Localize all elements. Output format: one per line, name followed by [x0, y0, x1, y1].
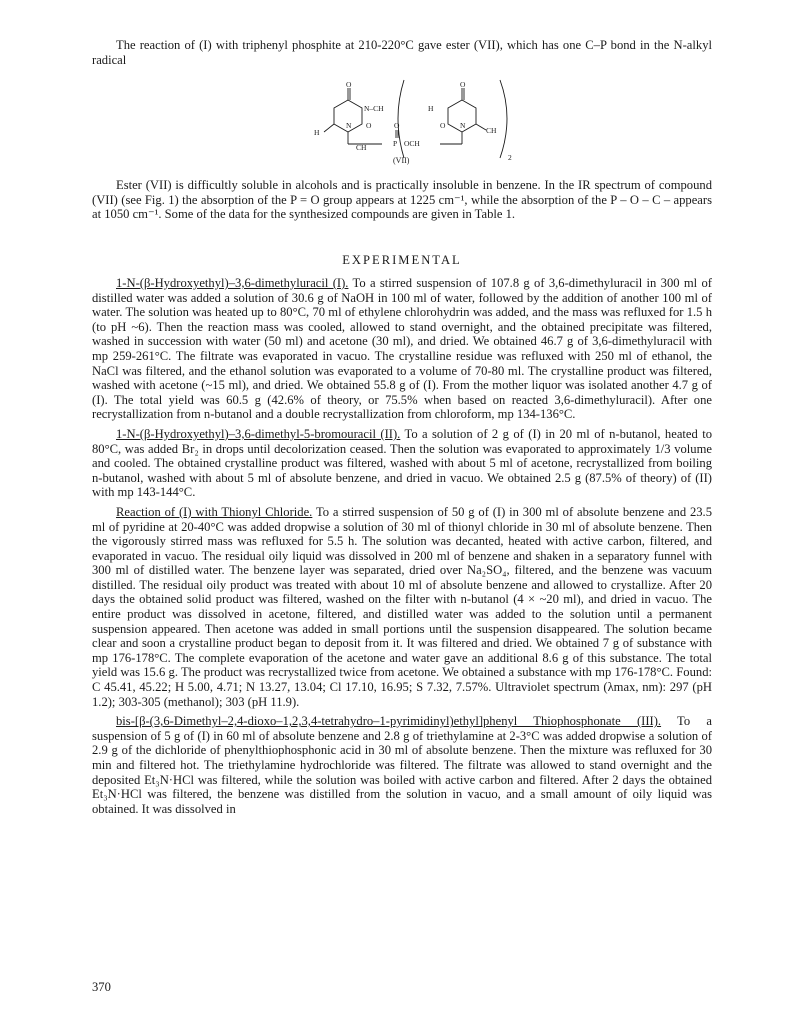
exp-p2-text: To a solution of 2 g of (I) in 20 ml of n-butanol, heated to 80°C, was added Br₂ in drops until decolorization ceased. Then the solution was evaporated to approximately 1/3 volume and cooled. The obtained crystalline product was filtered, washed with about 5 ml of acetone, recrystallized from boiling n-butanol, washed with about 5 ml of absolute benzene, and dried in vacuo. We obtained 2.5 g (87.5% of theory) of (II) with mp 143-144°C. — [92, 426, 712, 500]
structure-label: (VII) — [393, 156, 410, 165]
atom-p: P — [393, 139, 398, 148]
exp-p3-heading: Reaction of (I) with Thionyl Chloride. — [116, 504, 313, 519]
exp-p4-heading: bis-[β-(3,6-Dimethyl–2,4-dioxo–1,2,3,4-tetrahydro–1-pyrimidinyl)ethyl]phenyl Thiophosphonate (III). — [116, 714, 662, 729]
exp-paragraph-2 — [92, 427, 712, 500]
atom-h3c-n-right: H — [428, 104, 434, 113]
exp-paragraph-4 — [92, 714, 712, 816]
multiplier-2: 2 — [508, 153, 512, 162]
exp-p4-text: To a suspension of 5 g of (I) in 60 ml of absolute benzene and 2.8 g of triethylamine at 2-3°C was added dropwise a solution of 2.9 g of the dichloride of phenylthiophosphonic acid in 30 ml of absolute benzene. Then the mixture was refluxed for 30 min and filtered hot. The triethylamine hydrochloride was filtered. The filtrate was allowed to stand overnight and the deposited Et₃N·HCl was filtered, while the solution was boiled with active carbon and filtered. After 2 days the obtained Et₃N·HCl was filtered, the benzene was distilled from the solution in vacuo, and a small amount of oily liquid was obtained. It was dissolved in — [92, 714, 712, 816]
atom-n-left-bottom: N — [346, 121, 352, 130]
exp-p2-heading: 1-N-(β-Hydroxyethyl)–3,6-dimethyl-5-bromouracil (II). — [116, 426, 401, 441]
atom-n-ch3-left: N–CH — [364, 104, 384, 113]
exp-p1-heading: 1-N-(β-Hydroxyethyl)–3,6-dimethyluracil (I). — [116, 276, 349, 290]
experimental-body — [92, 276, 712, 816]
atom-o-p: O — [394, 121, 400, 130]
intro-paragraph-1: The reaction of (I) with triphenyl phosphite at 210-220°C gave ester (VII), which has one C–P bond in the N-alkyl radical — [92, 38, 712, 67]
intro-block-2 — [92, 178, 712, 222]
atom-o-right-top: O — [460, 80, 466, 89]
atom-h3c-left: H — [314, 128, 320, 137]
exp-p3-text: To a stirred suspension of 50 g of (I) in 300 ml of absolute benzene and 23.5 ml of pyridine at 20-40°C was added dropwise a solution of 30 ml of thionyl chloride in 30 ml of absolute benzene. Then the vigorously stirred mass was refluxed for 5.5 h. The solution was decanted, heated with active carbon, filtered, and evaporated in vacuo. The residual oily liquid was dissolved in 200 ml of benzene and shaken in a separatory funnel with 300 ml of distilled water. The benzene layer was separated, dried over Na₂SO₄, filtered, and the benzene was vacuum distilled. The residual oily product was treated with about 10 ml of absolute benzene and allowed to crystallize. After 20 days the obtained solid product was filtered, washed on the filter with n-butanol (4 × ~20 ml), and dried in vacuo. The entire product was dissolved in acetone, filtered, and distilled water was added to the solution until a permanent suspension appeared. Then acetone was added in small portions until the suspension disappeared. The solution became clear and soon a crystalline product began to deposit from it. It was filtered and dried. We obtained 7 g of substance with mp 176-178°C. The complete evaporation of the acetone and water gave an additional 8.6 g of this substance. The total yield was 15.6 g. The product was recrystallized twice from acetone. We obtained a substance with mp 176-178°C. Found: C 45.41, 45.22; H 5.00, 4.71; N 13.27, 13.04; Cl 17.10, 16.95; S 7.32, 7.57%. Ultraviolet spectrum (λmax, nm): 297 (pH 1.2); 303-305 (methanol); 303 (pH 11.9). — [92, 504, 712, 709]
atom-ch3-right: CH — [486, 126, 497, 135]
intro-paragraph-2: Ester (VII) is difficultly soluble in alcohols and is practically insoluble in benzene. In the IR spectrum of compound (VII) (see Fig. 1) the absorption of the P = O group appears at 1225 cm⁻¹, while the absorption of the P – O – C – appears at 1050 cm⁻¹. Some of the data for the synthesized compounds are given in Table 1. — [92, 178, 712, 222]
page-number: 370 — [92, 980, 111, 994]
atom-ch2ch2-left: CH — [356, 143, 367, 152]
atom-o-left-bottom: O — [366, 121, 372, 130]
chemical-structure-vii — [300, 78, 520, 168]
intro-block — [92, 38, 712, 67]
atom-o-top-left: O — [346, 80, 352, 89]
atom-och2ch2: OCH — [404, 139, 420, 148]
atom-n-right-bottom: N — [460, 121, 466, 130]
exp-paragraph-3 — [92, 505, 712, 709]
section-title-experimental: EXPERIMENTAL — [342, 253, 462, 267]
exp-p1-text: To a stirred suspension of 107.8 g of 3,6-dimethyluracil in 300 ml of distilled water was added a solution of 30.6 g of NaOH in 100 ml of water, followed by the addition of another 100 ml of water. The solution was heated up to 80°C, 70 ml of ethylene chlorohydrin was added, and the mass was refluxed for 1.5 h (to pH ~6). Then the reaction mass was cooled, allowed to stand overnight, and the obtained precipitate was filtered, washed in succession with water (50 ml) and acetone (30 ml), and dried. We obtained 46.7 g of 3,6-dimethyluracil with mp 259-261°C. The filtrate was evaporated in vacuo. The crystalline residue was refluxed with 250 ml of ethanol, the NaCl was filtered, and the ethanol solution was evaporated to a volume of 70-80 ml. The crystalline product was filtered, washed with acetone (~15 ml), and dried. We obtained 55.8 g of (I). From the mother liquor was isolated another 4.7 g of (I). The total yield was 60.5 g (42.6% of theory, or 75.5% when based on reacted 3,6-dimethyluracil). After one recrystallization from n-butanol and a double recrystallization from chloroform, mp 134-136°C. — [92, 276, 712, 422]
exp-paragraph-1 — [92, 276, 712, 422]
atom-o-right-bottom: O — [440, 121, 446, 130]
